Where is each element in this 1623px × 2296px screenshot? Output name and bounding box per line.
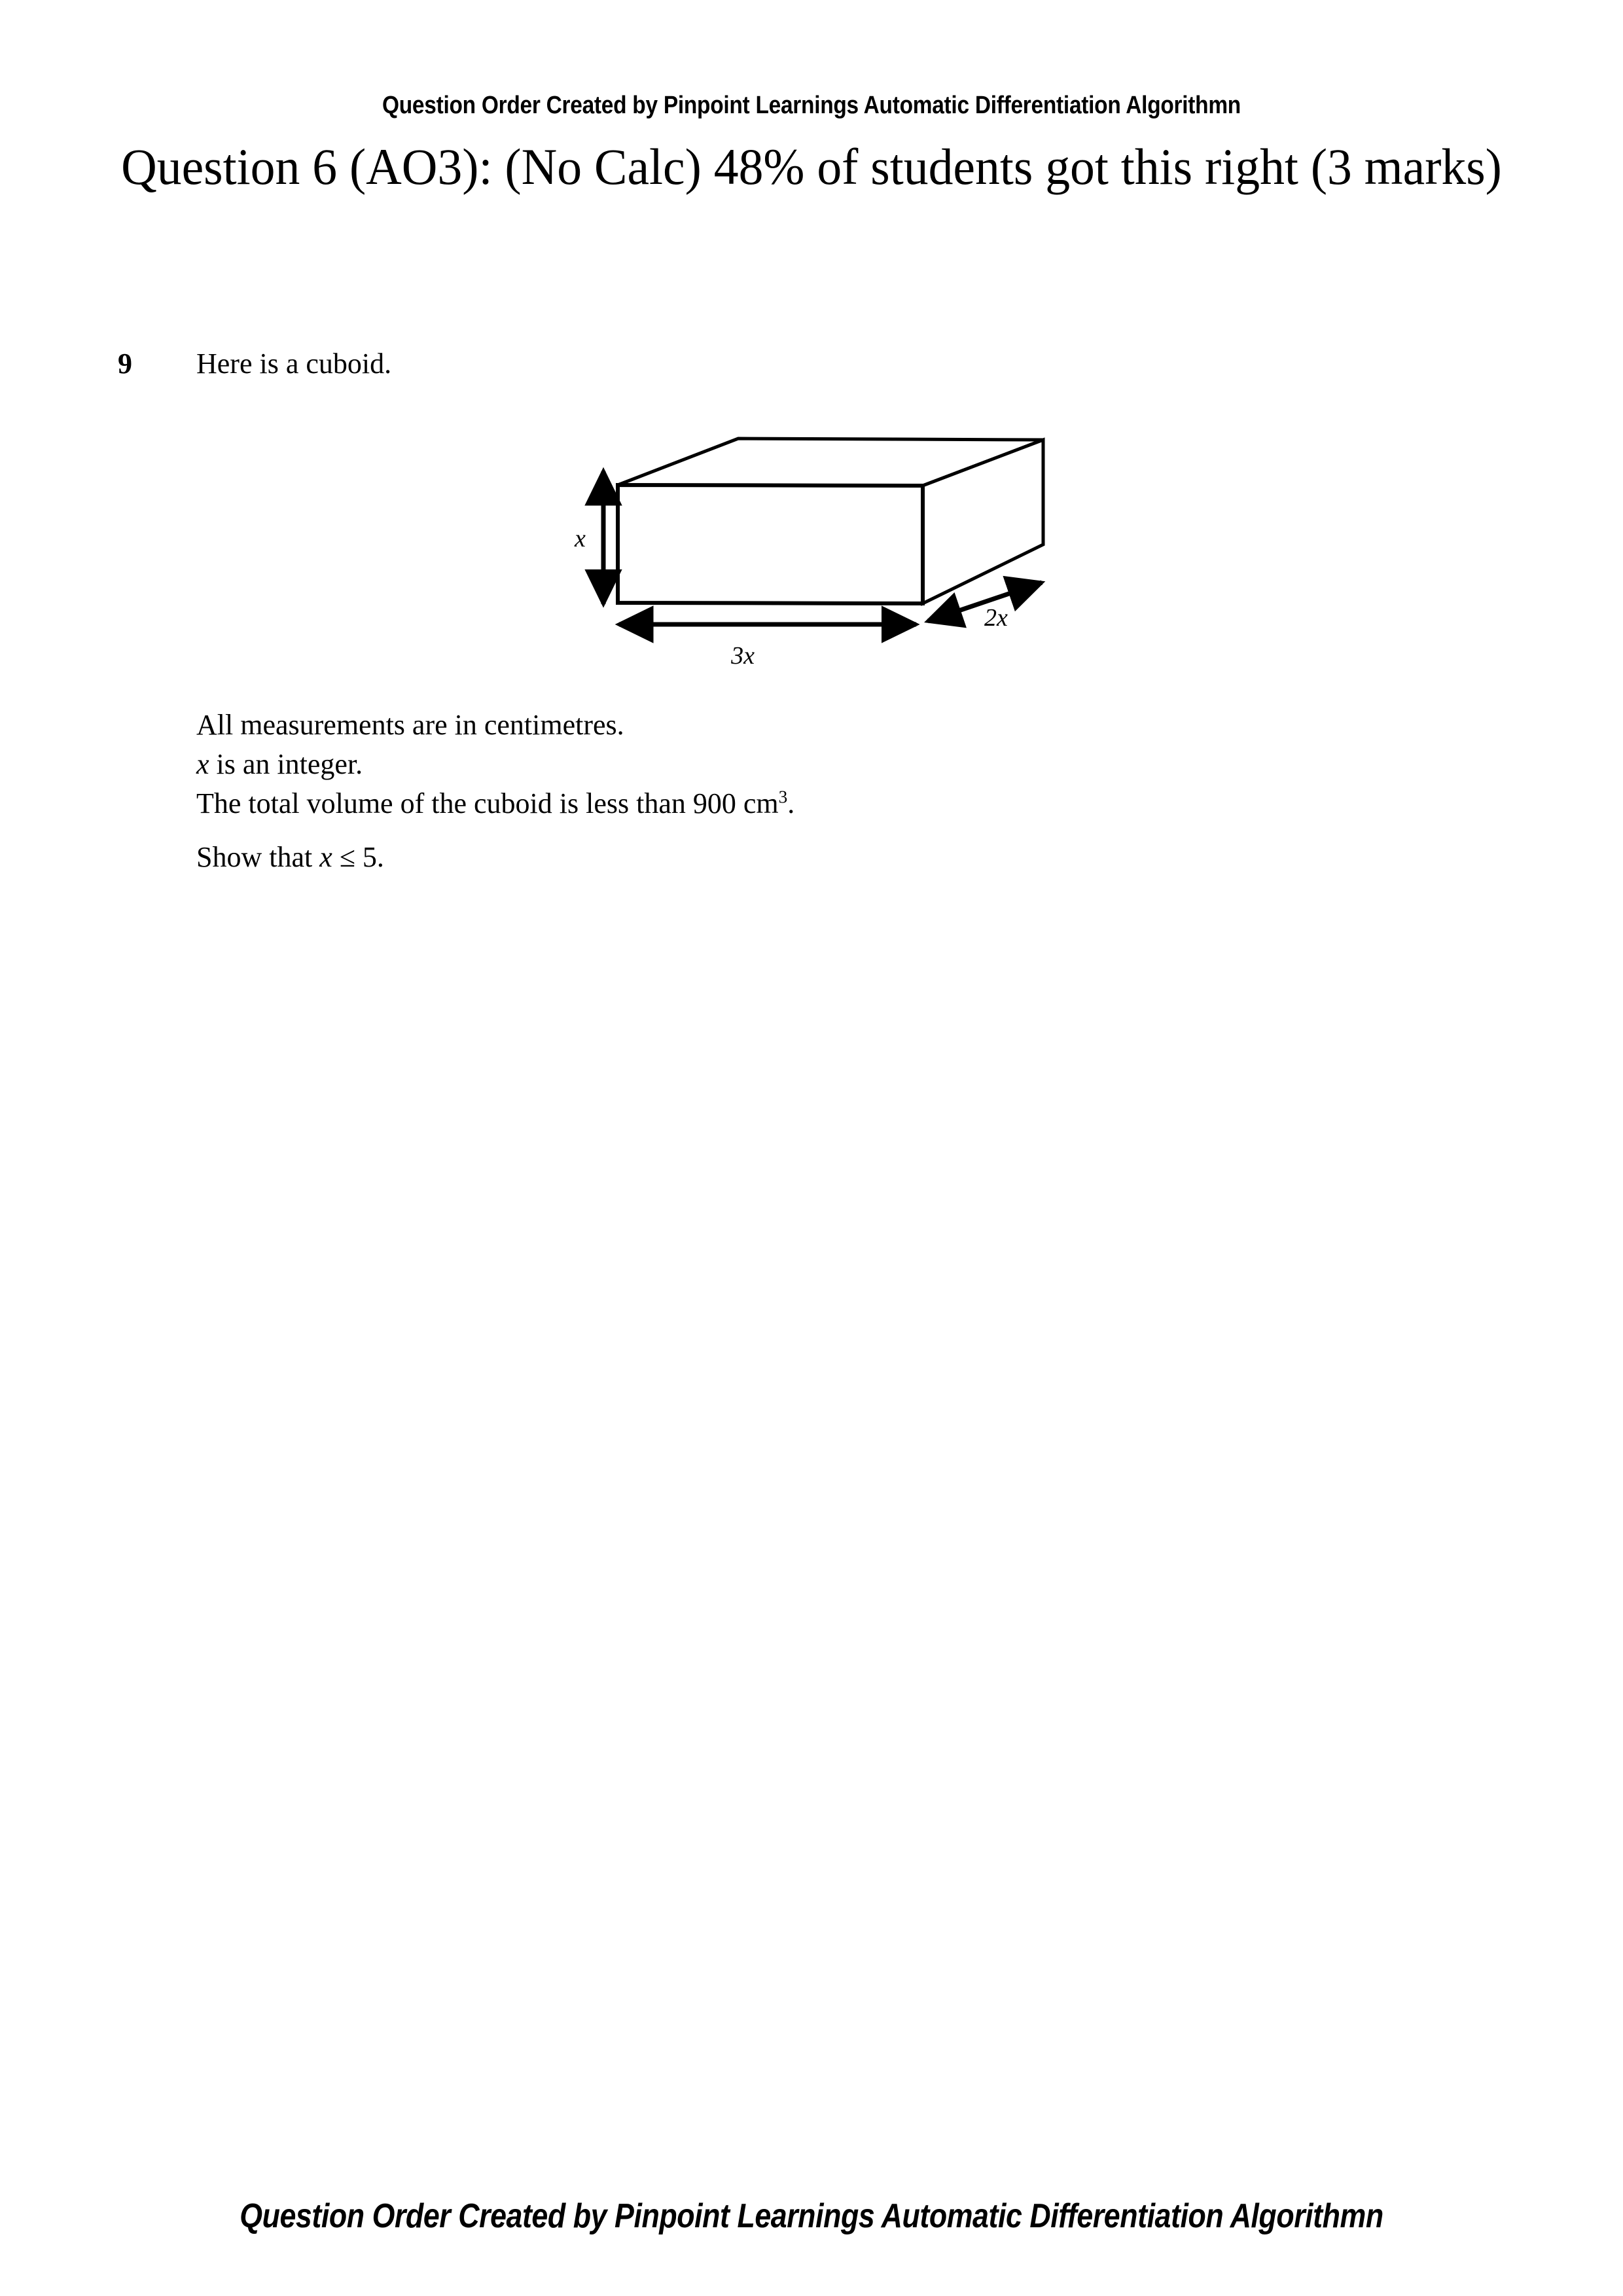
- cuboid-diagram: [537, 406, 1099, 681]
- instruction-variable: x: [319, 841, 332, 873]
- height-dimension-label: x: [575, 525, 586, 552]
- footer-banner: Question Order Created by Pinpoint Learnings Automatic Differentiation Algorithmn: [240, 2197, 1383, 2235]
- cuboid-svg: [537, 406, 1099, 681]
- cuboid-front-face: [618, 485, 923, 603]
- question-instruction: [196, 843, 384, 872]
- condition-volume-period: .: [787, 787, 795, 819]
- condition-volume: [196, 784, 794, 823]
- cuboid-shape: [618, 439, 1043, 603]
- condition-integer: [196, 745, 794, 784]
- condition-integer-variable: x: [196, 748, 209, 780]
- instruction-suffix: ≤ 5.: [332, 841, 384, 873]
- width-dimension-label: 3x: [731, 642, 755, 670]
- page-title: Question 6 (AO3): (No Calc) 48% of students got this right (3 marks): [121, 138, 1502, 195]
- instruction-prefix: Show that: [196, 841, 320, 873]
- condition-measurements: All measurements are in centimetres.: [196, 709, 624, 741]
- header-banner: Question Order Created by Pinpoint Learnings Automatic Differentiation Algorithmn: [382, 92, 1241, 119]
- question-number: 9: [118, 348, 132, 380]
- depth-dimension-label: 2x: [984, 604, 1008, 632]
- condition-volume-text: The total volume of the cuboid is less than 900 cm: [196, 787, 779, 819]
- question-stem: Here is a cuboid.: [196, 348, 392, 380]
- condition-integer-text: is an integer.: [209, 748, 363, 780]
- question-conditions: [196, 706, 794, 823]
- condition-volume-exponent: 3: [778, 787, 788, 807]
